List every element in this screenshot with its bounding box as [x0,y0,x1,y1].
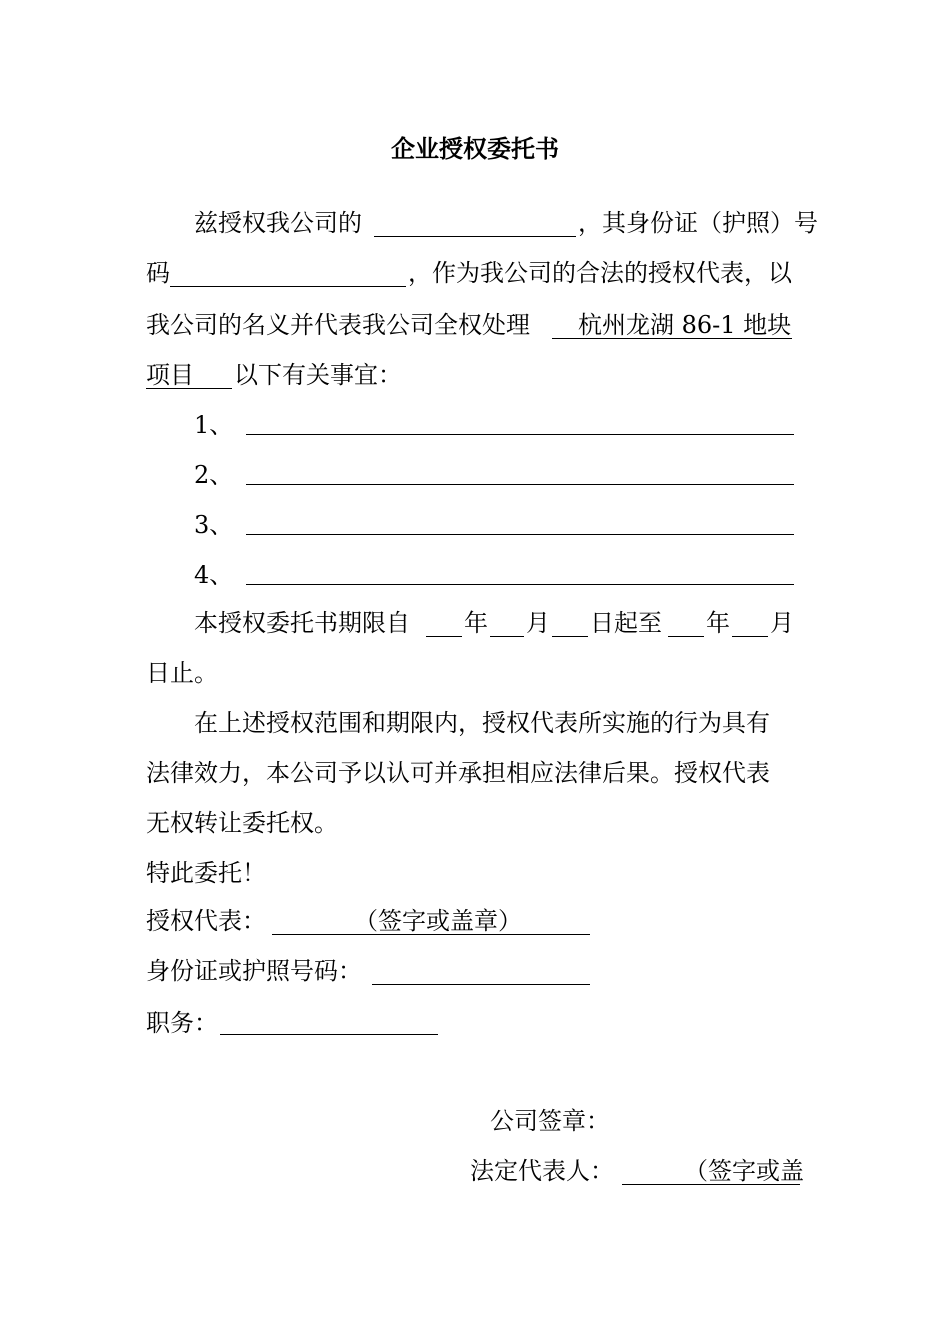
para1-line2-start: 码 [146,259,170,287]
legal-rep-label: 法定代表人： [470,1157,614,1185]
role-blank [220,1034,438,1035]
closing-text: 特此委托！ [146,859,266,887]
list-item: 3、 [194,511,234,539]
id-blank [372,984,590,985]
period-month-2: 月 [770,609,794,637]
date-blank [490,636,524,637]
role-label: 职务： [146,1009,218,1037]
period-start: 本授权委托书期限自 [194,609,410,637]
para3-line3: 无权转让委托权。 [146,809,338,837]
list-item: 1、 [194,411,234,439]
date-blank [552,636,588,637]
page-title: 企业授权委托书 [391,135,559,163]
project-name: 杭州龙湖 86-1 地块 [578,311,792,339]
date-blank [732,636,768,637]
para1-line1-start: 兹授权我公司的 [194,209,362,237]
para1-line4-end: 以下有关事宜： [234,361,402,389]
id-label: 身份证或护照号码： [146,957,362,985]
rep-sign-hint: （签字或盖章） [354,907,522,935]
period-end: 日止。 [146,659,218,687]
item-blank [246,534,794,535]
project-underline-cont [146,388,232,389]
para3-line2: 法律效力，本公司予以认可并承担相应法律后果。授权代表 [146,759,770,787]
date-blank [426,636,462,637]
para1-line3-start: 我公司的名义并代表我公司全权处理 [146,311,530,339]
id-number-blank [170,286,406,287]
para1-line1-end: ，其身份证（护照）号 [578,209,818,237]
period-year-2: 年 [706,609,730,637]
date-blank [668,636,704,637]
company-seal-label: 公司签章： [490,1107,610,1135]
employee-name-blank [374,236,576,237]
list-item: 2、 [194,461,234,489]
item-blank [246,484,794,485]
para3-line1: 在上述授权范围和期限内，授权代表所实施的行为具有 [194,709,770,737]
period-day-to: 日起至 [590,609,662,637]
period-year: 年 [464,609,488,637]
project-name-cont: 项目 [146,361,194,389]
item-blank [246,434,794,435]
legal-rep-hint: （签字或盖 [684,1157,804,1185]
period-month: 月 [526,609,550,637]
list-item: 4、 [194,561,234,589]
para1-line2-end: ，作为我公司的合法的授权代表，以 [408,259,792,287]
item-blank [246,584,794,585]
rep-label: 授权代表： [146,907,266,935]
